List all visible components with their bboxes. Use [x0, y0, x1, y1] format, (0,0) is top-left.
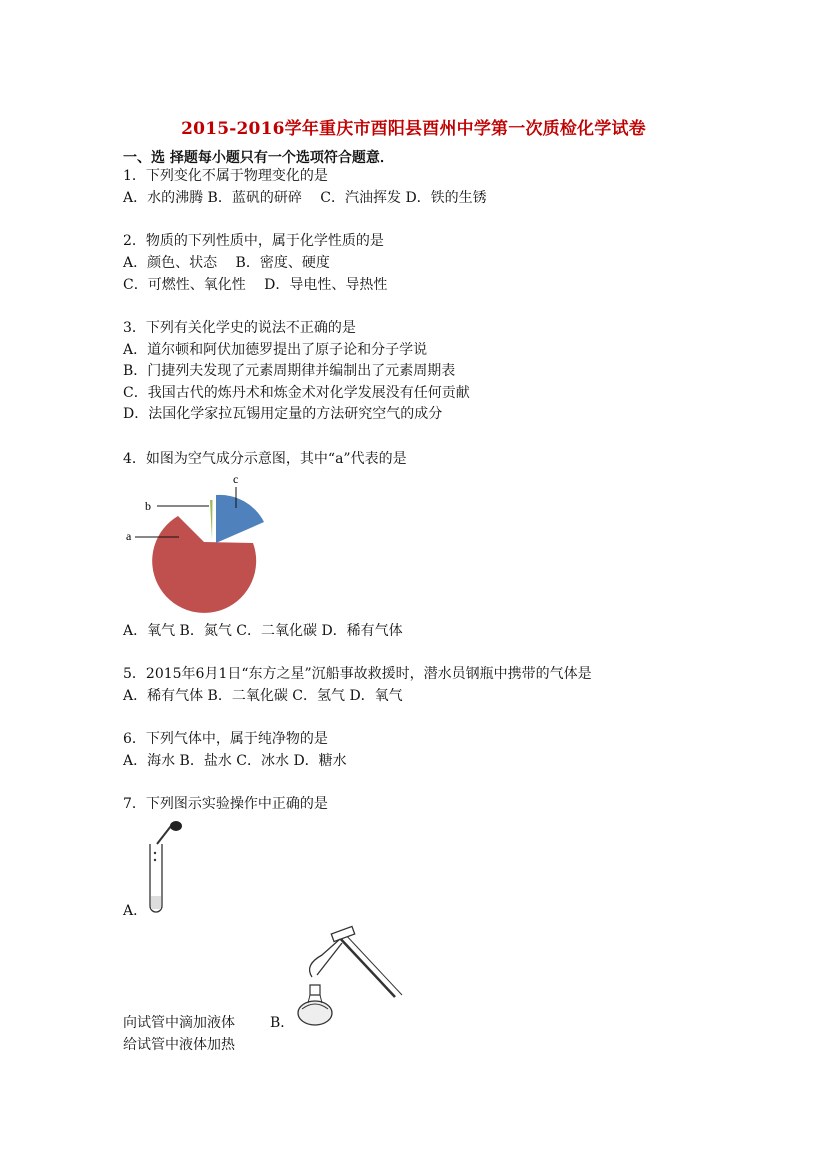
q5-stem: 5．2015年6月1日“东方之星”沉船事故救援时，潜水员钢瓶中携带的气体是	[123, 666, 592, 682]
q7-stem: 7．下列图示实验操作中正确的是	[123, 796, 328, 812]
pie-slice-b	[210, 500, 213, 540]
q3-option-b: B．门捷列夫发现了元素周期律并编制出了元素周期表	[123, 363, 456, 379]
q4-options: A．氧气 B．氮气 C．二氧化碳 D．稀有气体	[123, 623, 403, 639]
exam-title: 2015-2016学年重庆市酉阳县酉州中学第一次质检化学试卷	[181, 119, 646, 139]
q4-stem: 4．如图为空气成分示意图，其中“a”代表的是	[123, 451, 407, 467]
q7-option-a-label: A．	[123, 903, 148, 919]
air-composition-pie-figure	[123, 470, 283, 620]
q3-option-a: A．道尔顿和阿伏加德罗提出了原子论和分子学说	[123, 342, 428, 358]
q7-option-b-text: 给试管中液体加热	[123, 1037, 235, 1053]
q2-options-cd: C．可燃性、氧化性 D．导电性、导热性	[123, 277, 388, 293]
heating-test-tube-figure	[292, 925, 407, 1035]
q3-option-d: D．法国化学家拉瓦锡用定量的方法研究空气的成分	[123, 406, 443, 422]
q6-stem: 6．下列气体中，属于纯净物的是	[123, 731, 328, 747]
q1-options: A．水的沸腾 B．蓝矾的研碎 C．汽油挥发 D．铁的生锈	[123, 190, 487, 206]
q2-options-ab: A．颜色、状态 B．密度、硬度	[123, 255, 330, 271]
pie-label-a: a	[126, 529, 132, 543]
q7-option-a-text: 向试管中滴加液体	[123, 1015, 235, 1031]
dropper-test-tube-figure	[143, 818, 193, 918]
q3-stem: 3．下列有关化学史的说法不正确的是	[123, 320, 356, 336]
section-heading: 一、选 择题每小题只有一个选项符合题意．	[123, 150, 394, 166]
q6-options: A．海水 B．盐水 C．冰水 D．糖水	[123, 753, 347, 769]
q7-option-b-label: B．	[270, 1015, 295, 1031]
pie-label-b: b	[145, 499, 151, 513]
q1-stem: 1．下列变化不属于物理变化的是	[123, 168, 328, 184]
q2-stem: 2．物质的下列性质中，属于化学性质的是	[123, 233, 384, 249]
q5-options: A．稀有气体 B．二氧化碳 C．氢气 D．氧气	[123, 688, 403, 704]
q3-option-c: C．我国古代的炼丹术和炼金术对化学发展没有任何贡献	[123, 385, 470, 401]
pie-label-c: c	[233, 472, 239, 486]
pie-slice-c	[216, 495, 264, 543]
